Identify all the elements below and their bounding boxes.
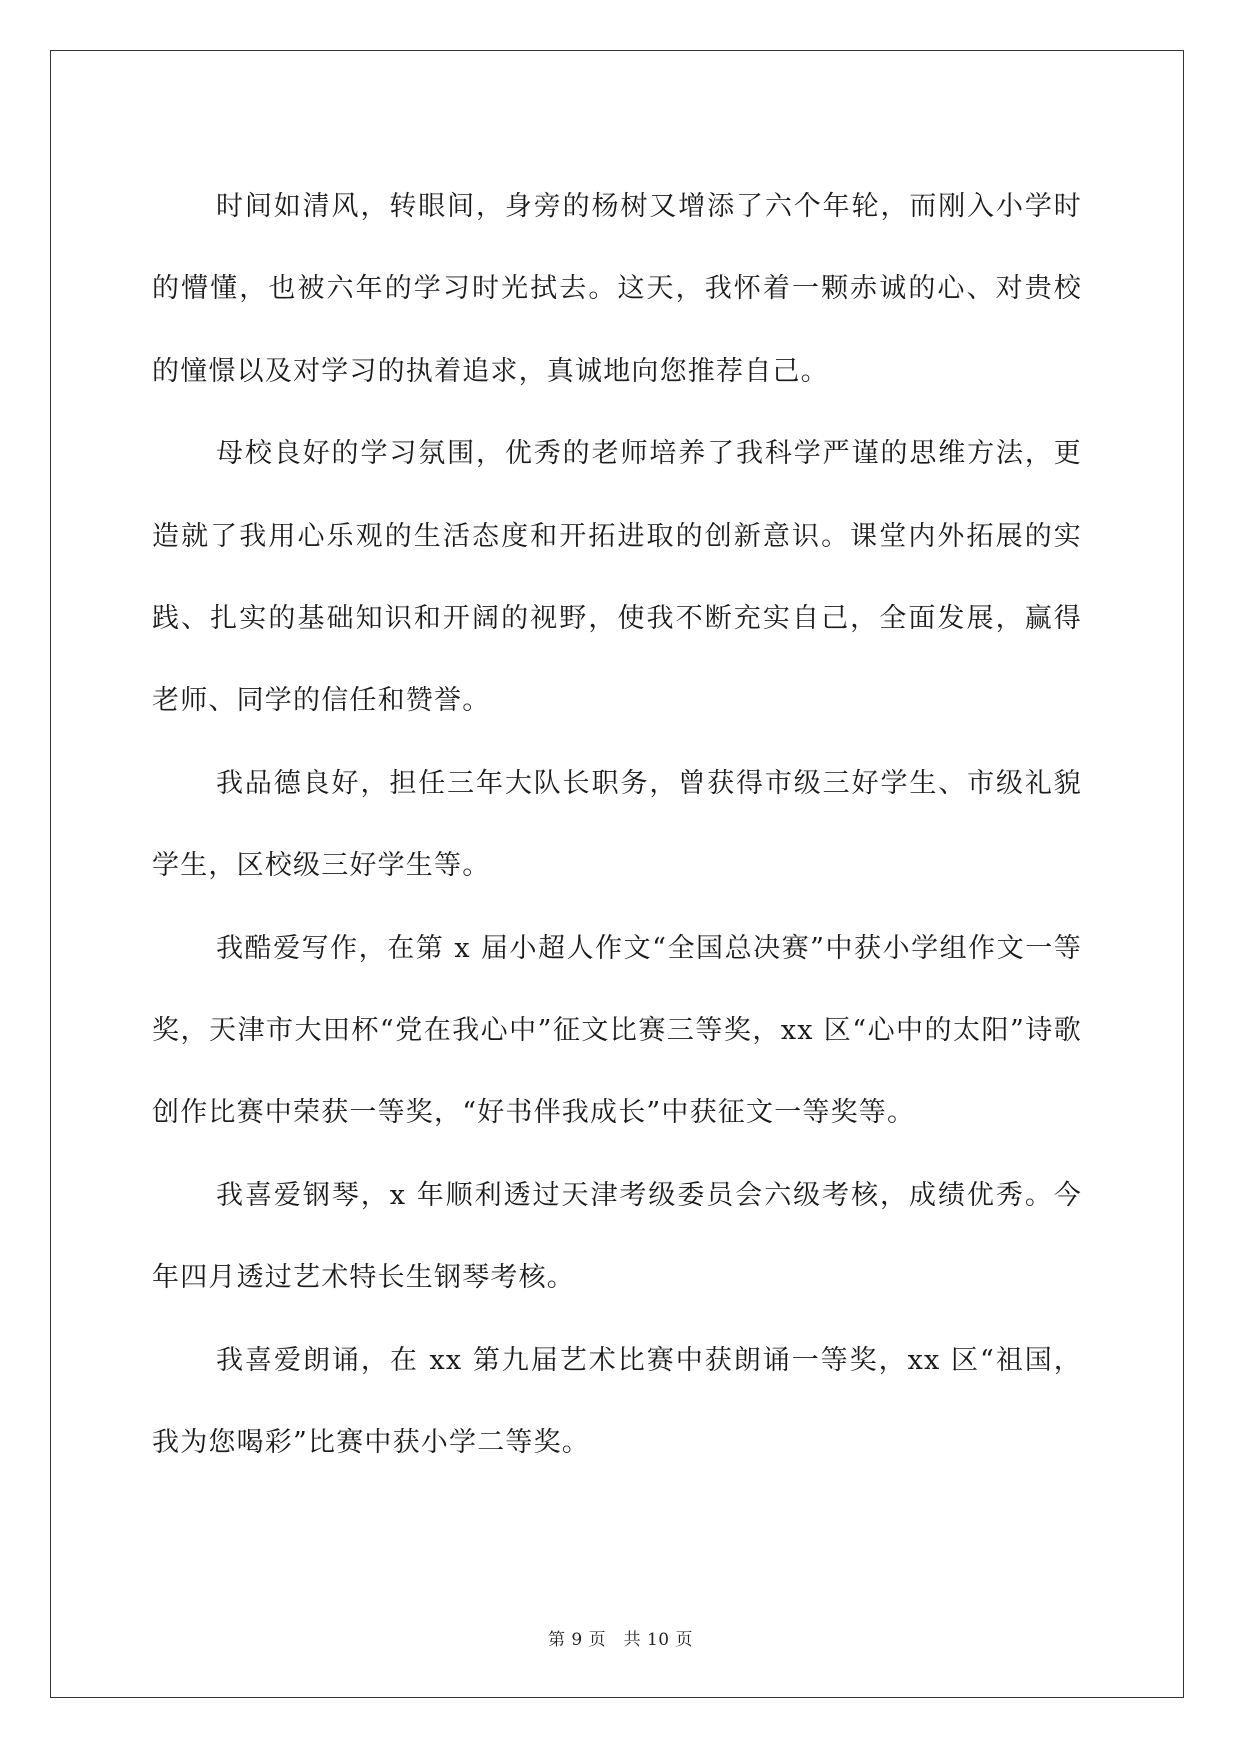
paragraph-writing: 我酷爱写作，在第 x 届小超人作文“全国总决赛”中获小学组作文一等奖，天津市大田杯“党在我心中”征文比赛三等奖，xx 区“心中的太阳”诗歌创作比赛中荣获一等奖，“好书伴我成长”中获征文一等奖等。: [152, 932, 1082, 1129]
paragraph-intro: 时间如清风，转眼间，身旁的杨树又增添了六个年轮，而刚入小学时的懵懂，也被六年的学习时光拭去。这天，我怀着一颗赤诚的心、对贵校的憧憬以及对学习的执着追求，真诚地向您推荐自己。: [152, 191, 1082, 387]
paragraph-piano: 我喜爱钢琴，x 年顺利透过天津考级委员会六级考核，成绩优秀。今年四月透过艺术特长生钢琴考核。: [152, 1179, 1082, 1294]
paragraph-character: 我品德良好，担任三年大队长职务，曾获得市级三好学生、市级礼貌学生，区校级三好学生等。: [152, 767, 1082, 882]
document-body: [152, 166, 1082, 1485]
paragraph-school: 母校良好的学习氛围，优秀的老师培养了我科学严谨的思维方法，更造就了我用心乐观的生活态度和开拓进取的创新意识。课堂内外拓展的实践、扎实的基础知识和开阔的视野，使我不断充实自己，全面发展，赢得老师、同学的信任和赞誉。: [152, 438, 1082, 717]
page-number-footer: 第 9 页 共 10 页: [547, 1630, 694, 1650]
paragraph-recitation: 我喜爱朗诵，在 xx 第九届艺术比赛中获朗诵一等奖，xx 区“祖国，我为您喝彩”比赛中获小学二等奖。: [152, 1344, 1082, 1459]
